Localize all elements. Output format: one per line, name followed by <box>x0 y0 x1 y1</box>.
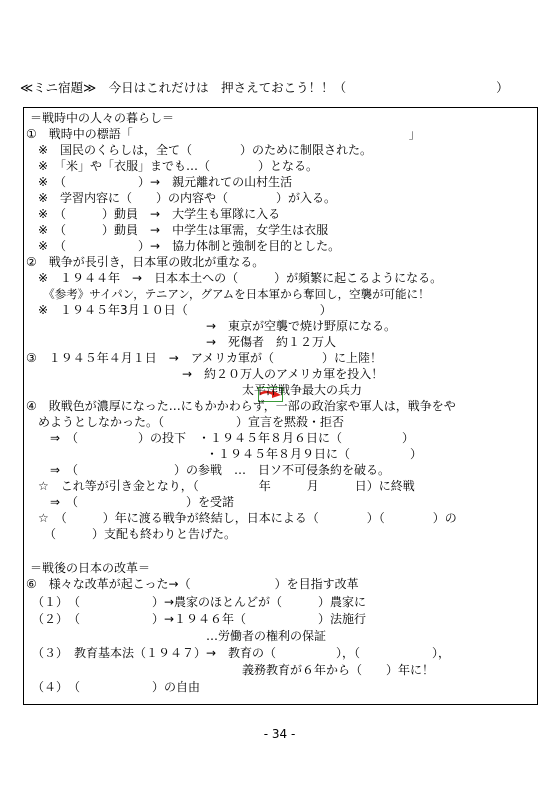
page-title: ≪ミニ宿題≫ 今日はこれだけは 押さえておこう！！（ ） <box>20 80 509 95</box>
worksheet-line: 《参考》サイパン，テニアン，グアムを日本軍から奪回し，空襲が可能に！ <box>26 287 430 301</box>
worksheet-line: ⇒ （ ）の投下 ・１９４５年８月６日に（ ） <box>26 431 415 445</box>
worksheet-line: ※ １９４５年3月１０日（ ） <box>26 303 332 317</box>
worksheet-line: （ ）支配も終わりと告げた。 <box>26 527 237 541</box>
worksheet-line: → 死傷者 約１２万人 <box>26 335 337 349</box>
worksheet-line: めようとしなかった。（ ）宣言を黙殺・拒否 <box>26 415 345 429</box>
worksheet-line: ⇒ （ ）の参戦 … 日ソ不可侵条約を破る。 <box>26 463 391 477</box>
worksheet-line: …労働者の権利の保証 <box>26 629 327 643</box>
worksheet-line: ※ １９４４年 → 日本本土への（ ）が頻繁に起こるようになる。 <box>26 271 443 285</box>
worksheet-line: ③ １９４５年４月１日 → アメリカ軍が（ ）に上陸！ <box>26 351 382 365</box>
section-heading-wartime: ＝戦時中の人々の暮らし＝ <box>30 111 175 125</box>
worksheet-line: ※ （ ）動員 → 中学生は軍需，女学生は衣服 <box>26 223 329 237</box>
worksheet-line: （３） 教育基本法（１９４７）→ 教育の（ ），（ ）， <box>26 646 451 660</box>
worksheet-line: ☆ これ等が引き金となり，（ 年 月 日）に終戦 <box>26 479 415 493</box>
worksheet-line: ① 戦時中の標語「 」 <box>26 127 421 141</box>
worksheet-line: ④ 敗戦色が濃厚になった…にもかかわらず，一部の政治家や軍人は，戦争をや <box>26 399 456 413</box>
worksheet-line: ※ （ ）→ 協力体制と強制を目的とした。 <box>26 239 341 253</box>
page-number: - 34 - <box>263 727 296 741</box>
worksheet-line: ※ 国民のくらしは，全て（ ）のために制限された。 <box>26 143 373 157</box>
worksheet-line: （１） （ ）→農家のほとんどが（ ）農家に <box>26 595 367 609</box>
worksheet-line: ※ 「米」や「衣服」までも…（ ）となる。 <box>26 159 319 173</box>
worksheet-line: → 東京が空襲で焼け野原になる。 <box>26 319 397 333</box>
worksheet-line: ☆ （ ）年に渡る戦争が終結し，日本による（ ）（ ）の <box>26 511 457 525</box>
worksheet-line: ※ 学習内容に（ ）の内容や（ ）が入る。 <box>26 191 337 205</box>
worksheet-line: ⇒ （ ）を受諾 <box>26 495 235 509</box>
worksheet-line: （４） （ ）の自由 <box>26 680 201 694</box>
worksheet-line: （２） （ ）→１９４６年（ ）法施行 <box>26 612 367 626</box>
worksheet-line: ⑥ 様々な改革が起こった→（ ）を目指す改革 <box>26 577 359 591</box>
worksheet-line: 義務教育が６年から（ ）年に！ <box>26 663 435 677</box>
worksheet-line: ※ （ ）→ 親元離れての山村生活 <box>26 175 293 189</box>
worksheet-line: ② 戦争が長引き，日本軍の敗北が重なる。 <box>26 255 265 269</box>
worksheet-line: 太平洋戦争最大の兵力 <box>26 383 363 397</box>
worksheet-line: → 約２０万人のアメリカ軍を投入！ <box>26 367 384 381</box>
section-heading-postwar: ＝戦後の日本の改革＝ <box>30 561 151 575</box>
worksheet-line: ※ （ ）動員 → 大学生も軍隊に入る <box>26 207 281 221</box>
worksheet-line: ・１９４５年８月９日に（ ） <box>26 447 423 461</box>
